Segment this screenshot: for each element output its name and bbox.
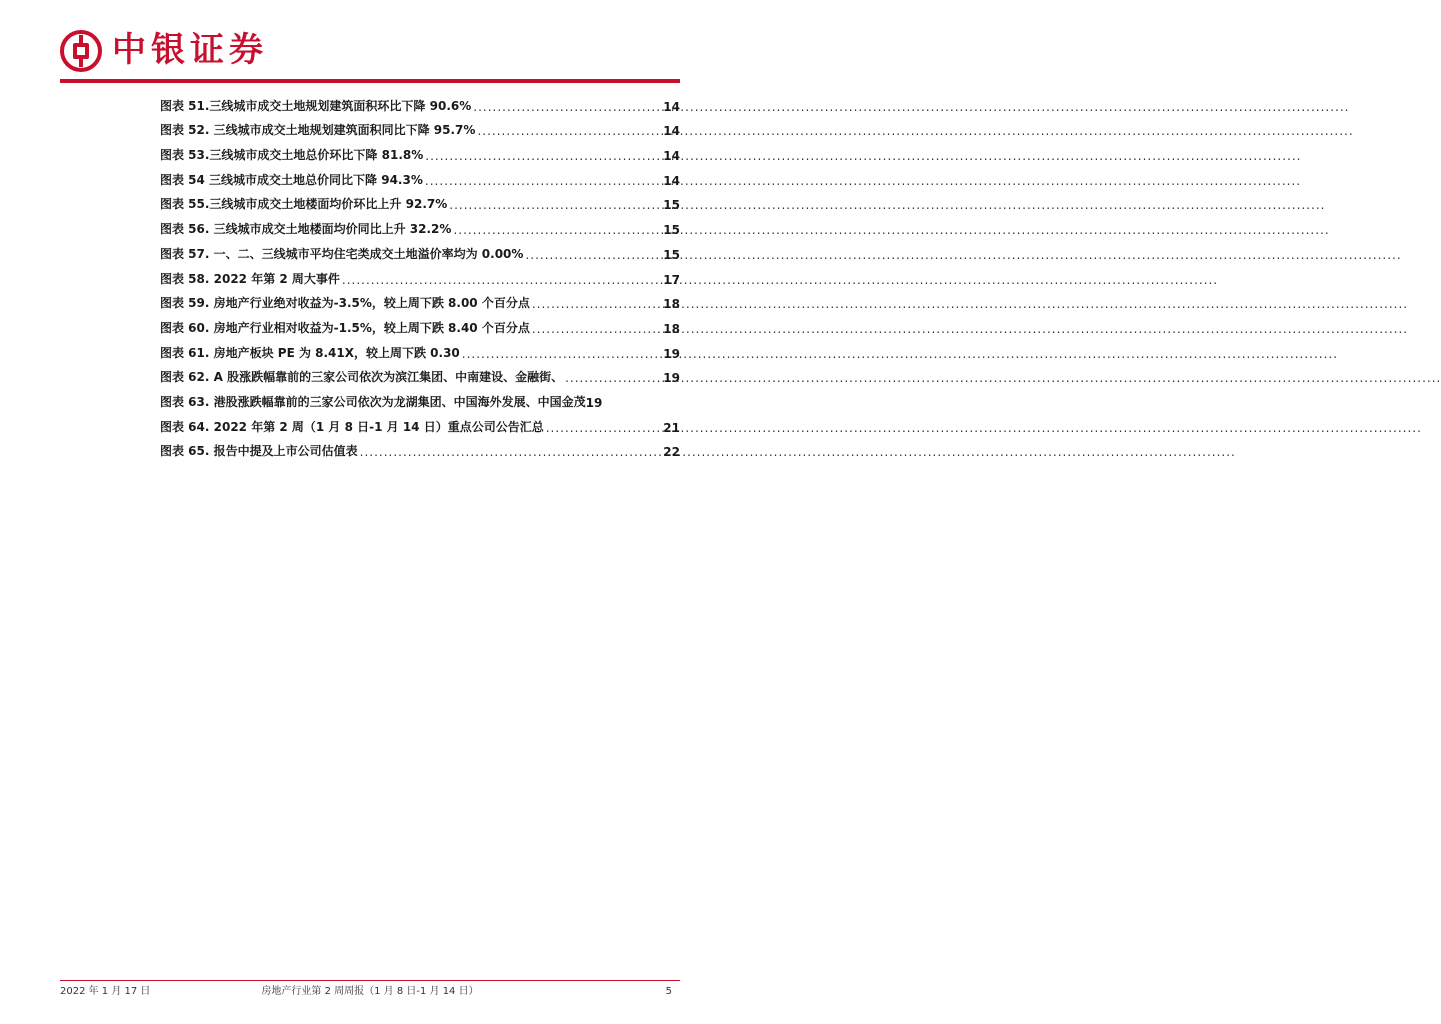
- toc-dot-leader: [477, 124, 661, 138]
- toc-entry-title: 图表 53.三线城市成交土地总价环比下降 81.8%: [160, 148, 424, 163]
- bank-of-china-logo-icon: [60, 30, 102, 72]
- toc-entry-title: 图表 55.三线城市成交土地楼面均价环比上升 92.7%: [160, 197, 448, 212]
- footer-page-number: 5: [665, 986, 672, 997]
- toc-entry-title: 图表 62. A 股涨跌幅靠前的三家公司依次为滨江集团、中南建设、金融街、: [160, 370, 564, 385]
- toc-entry-page: 15: [663, 247, 680, 262]
- toc-entry-title: 图表 54 三线城市成交土地总价同比下降 94.3%: [160, 172, 423, 187]
- toc-entry-title: 图表 56. 三线城市成交土地楼面均价同比上升 32.2%: [160, 222, 452, 237]
- toc-dot-leader: [342, 273, 661, 287]
- header-divider: [60, 79, 680, 83]
- toc-entry[interactable]: [160, 212, 680, 237]
- footer-report-title: 房地产行业第 2 周周报（1 月 8 日-1 月 14 日）: [261, 986, 479, 997]
- toc-entry[interactable]: [160, 89, 680, 114]
- toc-dot-leader: [473, 100, 661, 114]
- toc-entry-page: 14: [663, 99, 680, 114]
- toc-entry-page: 21: [663, 420, 680, 435]
- footer-divider: [60, 980, 680, 981]
- toc-entry-page: 17: [663, 272, 680, 287]
- toc-entry-page: 19: [663, 346, 680, 361]
- toc-entry[interactable]: [160, 311, 680, 336]
- toc-dot-leader: [453, 223, 661, 237]
- toc-entry-title: 图表 61. 房地产板块 PE 为 8.41X，较上周下跌 0.30: [160, 345, 460, 360]
- toc-entry[interactable]: [160, 188, 680, 213]
- toc-entry[interactable]: [160, 114, 680, 139]
- toc-entry[interactable]: [160, 410, 680, 435]
- brand-name: 中银证券: [112, 30, 268, 70]
- toc-dot-leader: [525, 248, 661, 262]
- toc-entry[interactable]: [160, 336, 680, 361]
- toc-dot-leader: [532, 297, 661, 311]
- toc-entry-title: 图表 52. 三线城市成交土地规划建筑面积同比下降 95.7%: [160, 123, 476, 138]
- toc-dot-leader: [565, 371, 661, 385]
- toc-entry-page: 14: [663, 173, 680, 188]
- toc-entry-page: 18: [663, 297, 680, 312]
- toc-entry[interactable]: [160, 287, 680, 312]
- toc-entry-page: 14: [663, 124, 680, 139]
- toc-entry[interactable]: [160, 435, 680, 460]
- toc-entry-title: 图表 51.三线城市成交土地规划建筑面积环比下降 90.6%: [160, 98, 472, 113]
- toc-entry-title: 图表 63. 港股涨跌幅靠前的三家公司依次为龙湖集团、中国海外发展、中国金茂: [160, 394, 586, 409]
- toc-entry-page: 19: [663, 371, 680, 386]
- toc-entry-title: 图表 65. 报告中提及上市公司估值表: [160, 444, 358, 459]
- toc-entry-page: 15: [663, 223, 680, 238]
- toc-entry-title: 图表 58. 2022 年第 2 周大事件: [160, 271, 340, 286]
- toc-entry[interactable]: [160, 361, 680, 386]
- toc-entry-title: 图表 64. 2022 年第 2 周（1 月 8 日-1 月 14 日）重点公司公告汇总: [160, 419, 544, 434]
- toc-entry-page: 14: [663, 149, 680, 164]
- toc-dot-leader: [462, 347, 662, 361]
- toc-entry[interactable]: [160, 163, 680, 188]
- toc-entry-title: 图表 57. 一、二、三线城市平均住宅类成交土地溢价率均为 0.00%: [160, 246, 524, 261]
- toc-entry-page: 15: [663, 198, 680, 213]
- toc-dot-leader: [425, 174, 661, 188]
- toc-dot-leader: [546, 421, 662, 435]
- toc-entry-title: 图表 59. 房地产行业绝对收益为-3.5%，较上周下跌 8.00 个百分点: [160, 296, 530, 311]
- toc-dot-leader: [532, 322, 661, 336]
- toc-dot-leader: [449, 198, 661, 212]
- table-of-figures: [160, 89, 680, 459]
- toc-entry[interactable]: [160, 138, 680, 163]
- toc-entry-title: 图表 60. 房地产行业相对收益为-1.5%，较上周下跌 8.40 个百分点: [160, 320, 530, 335]
- toc-entry[interactable]: [160, 385, 680, 410]
- toc-dot-leader: [425, 149, 661, 163]
- toc-entry-page: 18: [663, 321, 680, 336]
- toc-entry[interactable]: [160, 237, 680, 262]
- toc-entry-page: 19: [585, 395, 603, 410]
- page-header: [0, 0, 724, 84]
- page-footer: [60, 984, 680, 1000]
- toc-entry-page: 22: [663, 445, 680, 460]
- footer-date: 2022 年 1 月 17 日: [60, 986, 151, 997]
- toc-entry[interactable]: [160, 262, 680, 287]
- toc-dot-leader: [360, 445, 662, 459]
